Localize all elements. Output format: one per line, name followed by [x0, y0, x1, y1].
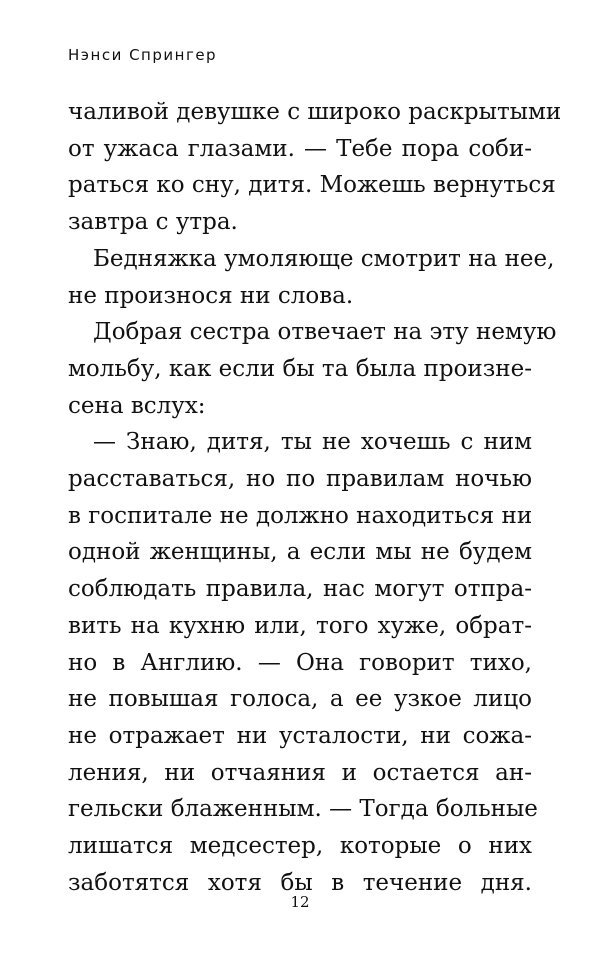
page-number: 12 — [290, 893, 310, 911]
text-line: мольбу, как если бы та была произне- — [68, 355, 532, 382]
text-line: не отражает ни усталости, ни сожа- — [68, 722, 532, 749]
text-line: не произнося ни слова. — [68, 282, 354, 309]
text-line: гельски блаженным. — Тогда больные — [68, 796, 538, 823]
text-line: вить на кухню или, того хуже, обрат- — [68, 612, 532, 639]
text-line: раться ко сну, дитя. Можешь вернуться — [68, 172, 556, 199]
text-line: но в Англию. — Она говорит тихо, — [68, 649, 532, 676]
text-line: не повышая голоса, а ее узкое лицо — [68, 686, 532, 713]
text-line: Бедняжка умоляюще смотрит на нее, — [93, 245, 555, 272]
body-text — [68, 94, 562, 901]
text-line: в госпитале не должно находиться ни — [68, 502, 533, 529]
text-line: Добрая сестра отвечает на эту немую — [93, 319, 557, 346]
text-line: завтра с утра. — [68, 209, 238, 236]
text-line: заботятся хотя бы в течение дня. — [68, 869, 532, 896]
text-line: — Знаю, дитя, ты не хочешь с ним — [93, 429, 532, 456]
text-line: чаливой девушке с широко раскрытыми — [68, 99, 562, 125]
text-line: лишатся медсестер, которые о них — [68, 833, 532, 860]
text-line: сена вслух: — [68, 392, 206, 419]
text-line: от ужаса глазами. — Тебе пора соби- — [68, 135, 532, 162]
text-line: расставаться, но по правилам ночью — [68, 466, 532, 493]
text-line: ления, ни отчаяния и остается ан- — [68, 759, 532, 786]
running-header: Нэнси Спрингер — [68, 46, 218, 64]
text-line: соблюдать правила, нас могут отпра- — [68, 576, 532, 603]
text-line: одной женщины, а если мы не будем — [68, 539, 532, 566]
